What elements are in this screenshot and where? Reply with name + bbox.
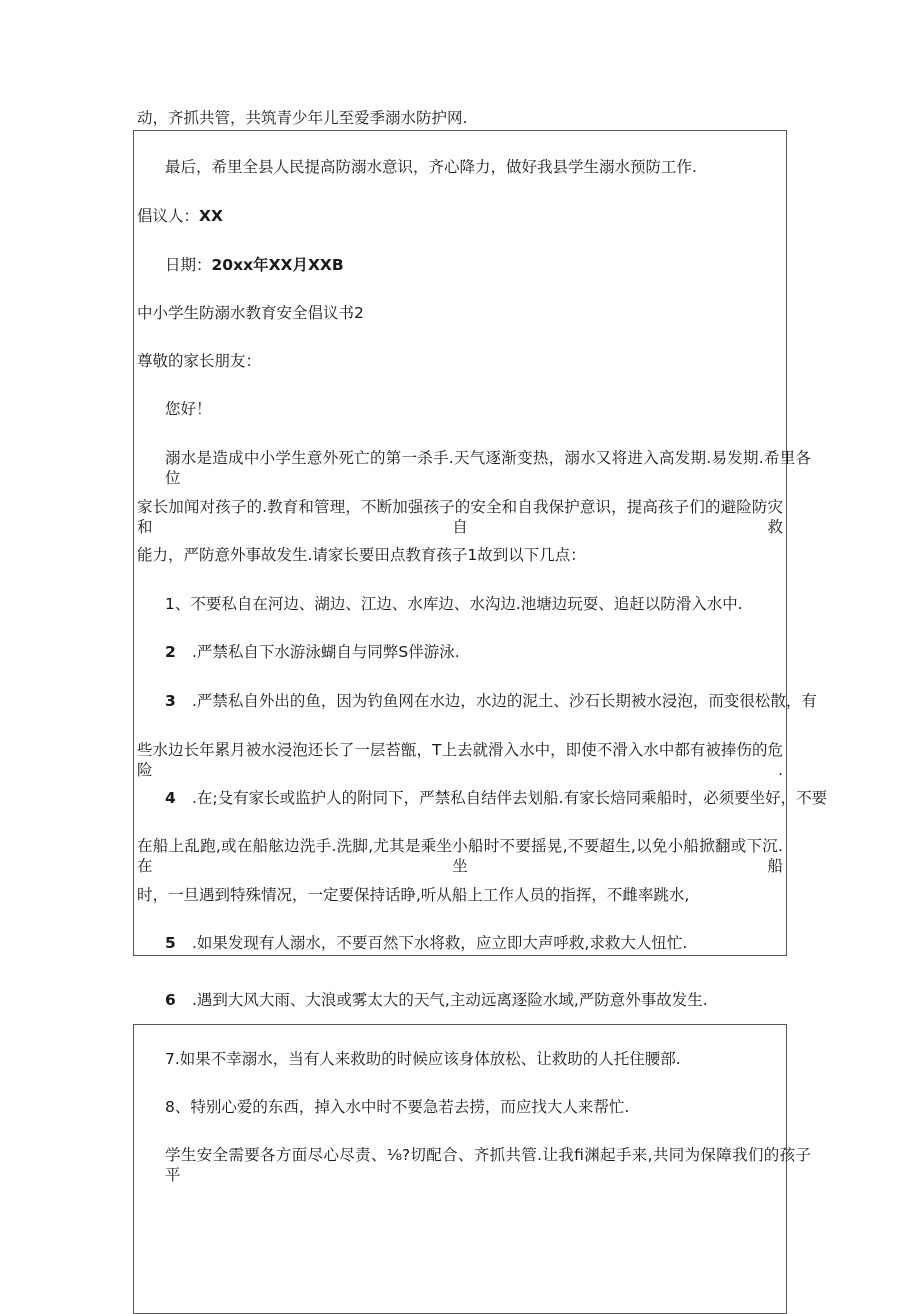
list-item-2 bbox=[137, 642, 811, 662]
list-text: .在;殳有家长或监护人的附同下，严禁私自结伴去划船.有家长焙同乘船时，必须要坐好，不要 bbox=[192, 789, 828, 807]
paragraph-line: 家长加闻对孩子的.教育和管理，不断加强孩子的安全和自我保护意识，提高孩子们的避险防灾和自救 bbox=[137, 498, 783, 536]
list-text: .严禁私自外出的鱼，因为钓鱼网在水边，水边的泥土、沙石长期被水浸泡，而变很松散，有 bbox=[192, 692, 817, 710]
list-number: 6 bbox=[165, 991, 176, 1009]
list-text: .严禁私自下水游泳蝴自与同弊S伴游泳. bbox=[192, 643, 460, 661]
paragraph-line: 在船上乱跑,或在船舷边洗手.洗脚,尤其是乘坐小船时不要摇晃,不要超生,以免小船掀翻或下沉.在坐船 bbox=[137, 837, 783, 875]
date-value: 20xx年XX月XXB bbox=[211, 256, 344, 274]
initiator-line bbox=[137, 206, 783, 226]
list-number: 2 bbox=[165, 643, 176, 661]
list-item-5 bbox=[137, 933, 811, 953]
list-item-3 bbox=[137, 691, 817, 711]
date-label: 日期： bbox=[165, 256, 212, 274]
paragraph-line: 最后，希里全县人民提高防溺水意识，齐心降力，做好我县学生溺水预防工作. bbox=[165, 158, 697, 176]
list-number: 3 bbox=[165, 692, 176, 710]
initiator-value: XX bbox=[199, 207, 223, 225]
date-line bbox=[137, 255, 811, 275]
list-item-7: 7.如果不幸溺水，当有人来救助的时候应该身体放松、让救助的人托住腰部. bbox=[165, 1050, 681, 1068]
paragraph-line: 动，齐抓共管，共筑青少年儿至爱季溺水防护网. bbox=[137, 109, 468, 127]
section-title: 中小学生防溺水教育安全倡议书2 bbox=[137, 304, 364, 322]
paragraph-line: 能力，严防意外事故发生.请家长要田点教育孩子1故到以下几点： bbox=[137, 546, 586, 564]
greeting: 您好！ bbox=[165, 400, 212, 418]
paragraph-line: 溺水是造成中小学生意外死亡的第一杀手.天气逐渐变热，溺水又将进入高发期.易发期.希里各位 bbox=[165, 449, 811, 487]
list-number: 5 bbox=[165, 934, 176, 952]
initiator-label: 倡议人： bbox=[137, 207, 200, 225]
paragraph-line: 些水边长年累月被水浸泡还长了一层苔甑，T上去就滑入水中，即使不滑入水中都有被捧伤的危险. bbox=[137, 741, 783, 779]
list-item-6 bbox=[137, 990, 811, 1010]
list-number: 4 bbox=[165, 789, 176, 807]
content-frame-upper bbox=[133, 130, 787, 956]
list-item-1: 1、不要私自在河边、湖边、江边、水库边、水沟边.池塘边玩耍、追赶以防滑入水中. bbox=[165, 595, 743, 613]
list-text: .如果发现有人溺水，不要百然下水将救，应立即大声呼救,求救大人忸忙. bbox=[192, 934, 688, 952]
salutation: 尊敬的家长朋友： bbox=[137, 352, 262, 370]
list-item-4 bbox=[137, 788, 828, 808]
paragraph-line: 时，一旦遇到特殊情况，一定要保持话睁,听从船上工作人员的指挥，不雌率跳水, bbox=[137, 886, 690, 904]
closing-line: 学生安全需要各方面尽心尽责、⅛?切配合、齐抓共管.让我fi渊起手来,共同为保障我们的孩子平 bbox=[165, 1146, 811, 1184]
list-text: .遇到大风大雨、大浪或雾太大的天气,主动远离逐险水域,严防意外事故发生. bbox=[192, 991, 708, 1009]
list-item-8: 8、特别心爱的东西，掉入水中时不要急若去捞，而应找大人来帮忙. bbox=[165, 1098, 630, 1116]
